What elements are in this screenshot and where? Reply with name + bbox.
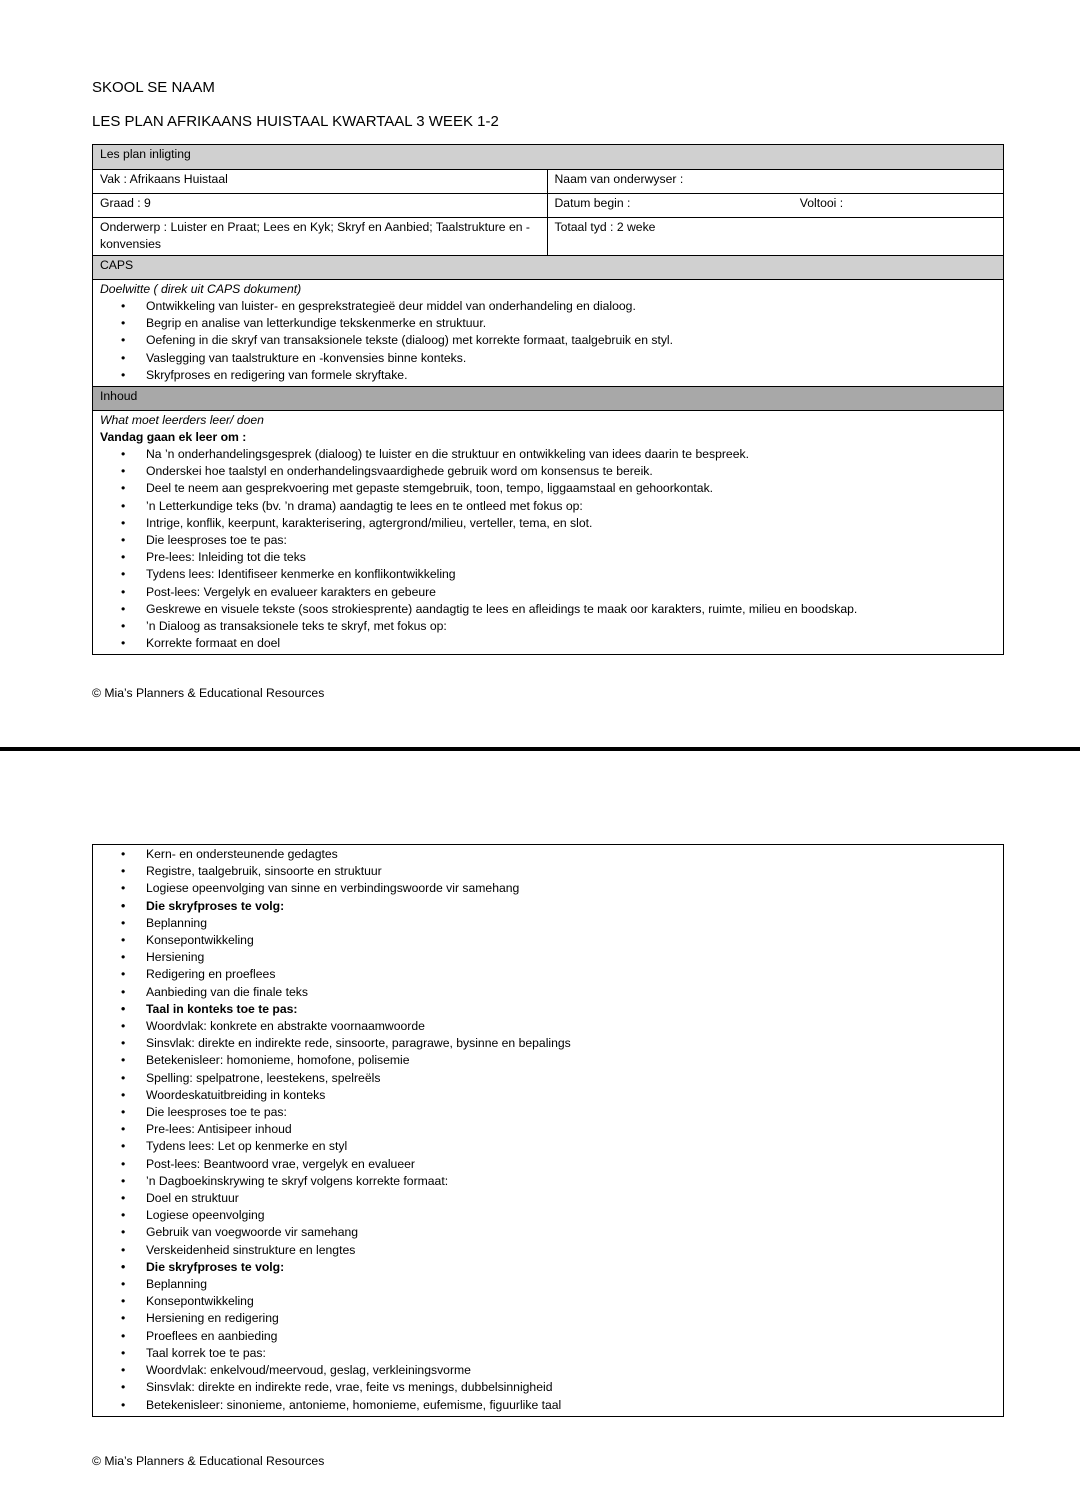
list-item: • Gebruik van voegwoorde vir samehang [100,1224,996,1241]
list-item: • Intrige, konflik, keerpunt, karakterisering, agtergrond/milieu, verteller, tema, en slot. [100,515,996,532]
list-item: • Beplanning [100,915,996,932]
list-item: • ’n Dialoog as transaksionele teks te skryf, met fokus op: [100,618,996,635]
list-item: • Die leesproses toe te pas: [100,1104,996,1121]
list-item: • ’n Letterkundige teks (bv. ’n drama) aandagtig te lees en te ontleed met fokus op: [100,498,996,515]
list-item: • Die skryfproses te volg: [100,1259,996,1276]
list-item: • Vaslegging van taalstrukture en -konvensies binne konteks. [100,350,996,367]
page-1 [0,0,1080,748]
page-title: LES PLAN AFRIKAANS HUISTAAL KWARTAAL 3 WEEK 1-2 [92,113,499,130]
list-item: • Post-lees: Vergelyk en evalueer karakters en gebeure [100,584,996,601]
list-item: • Pre-lees: Antisipeer inhoud [100,1121,996,1138]
objectives-list [100,298,996,384]
list-item: • Geskrewe en visuele tekste (soos strokiesprente) aandagtig te lees en afleidings te maak oor karakters, ruimte, milieu en boodskap. [100,601,996,618]
subject-cell: Onderwerp : Luister en Praat; Lees en Kyk; Skryf en Aanbied; Taalstrukture en -konvensies [93,218,548,256]
footer-copyright: © Mia’s Planners & Educational Resources [92,1454,325,1468]
content-cell [93,411,1004,655]
list-item: • Konsepontwikkeling [100,932,996,949]
list-item: • Spelling: spelpatrone, leestekens, spelreëls [100,1070,996,1087]
list-item: • Kern- en ondersteunende gedagtes [100,846,996,863]
list-item: • Oefening in die skryf van transaksionele tekste (dialoog) met korrekte formaat, taalgebruik en styl. [100,332,996,349]
list-item: • Konsepontwikkeling [100,1293,996,1310]
continued-content-box [92,844,1004,1417]
list-item: • Begrip en analise van letterkundige tekskenmerke en struktuur. [100,315,996,332]
list-item: • Sinsvlak: direkte en indirekte rede, vrae, feite vs menings, dubbelsinnigheid [100,1379,996,1396]
objectives-cell [93,280,1004,387]
list-item: • Hersiening [100,949,996,966]
list-item: • Betekenisleer: sinonieme, antonieme, homonieme, eufemisme, figuurlike taal [100,1397,996,1414]
list-item: • Ontwikkeling van luister- en gesprekstrategieë deur middel van onderhandeling en dialoog. [100,298,996,315]
list-item: • Registre, taalgebruik, sinsoorte en struktuur [100,863,996,880]
list-item: • Tydens lees: Let op kenmerke en styl [100,1138,996,1155]
grade-cell: Graad : 9 [93,194,548,218]
list-item: • Deel te neem aan gesprekvoering met gepaste stemgebruik, toon, tempo, liggaamstaal en gehoorkontak. [100,480,996,497]
footer-copyright: © Mia’s Planners & Educational Resources [92,686,325,700]
dates-cell [547,194,1004,218]
list-item: • Na ’n onderhandelingsgesprek (dialoog) te luister en die struktuur en ontwikkeling van idees daarin te bespreek. [100,446,996,463]
vak-cell: Vak : Afrikaans Huistaal [93,170,548,194]
list-item: • Pre-lees: Inleiding tot die teks [100,549,996,566]
content-label: What moet leerders leer/ doen [100,413,264,428]
today-label: Vandag gaan ek leer om : [100,430,247,445]
list-item: • Onderskei hoe taalstyl en onderhandelingsvaardighede gebruik word om konsensus te bereik. [100,463,996,480]
list-item: • Korrekte formaat en doel [100,635,996,652]
list-item: • Tydens lees: Identifiseer kenmerke en konflikontwikkeling [100,566,996,583]
list-item: • Woordeskatuitbreiding in konteks [100,1087,996,1104]
objectives-label: Doelwitte ( direk uit CAPS dokument) [100,282,302,296]
lesson-plan-table [92,144,1004,655]
list-item: • Woordvlak: enkelvoud/meervoud, geslag, verkleiningsvorme [100,1362,996,1379]
list-item: • Hersiening en redigering [100,1310,996,1327]
list-item: • Taal korrek toe te pas: [100,1345,996,1362]
list-item: • Skryfproses en redigering van formele skryftake. [100,367,996,384]
list-item: • Verskeidenheid sinstrukture en lengtes [100,1242,996,1259]
list-item: • Post-lees: Beantwoord vrae, vergelyk en evalueer [100,1156,996,1173]
continued-list [100,846,996,1414]
school-name: SKOOL SE NAAM [92,79,215,96]
content-header: Inhoud [93,387,1004,411]
page-2 [0,751,1080,1501]
list-item: • Die skryfproses te volg: [100,898,996,915]
list-item: • Redigering en proeflees [100,966,996,983]
list-item: • Betekenisleer: homonieme, homofone, polisemie [100,1052,996,1069]
list-item: • Beplanning [100,1276,996,1293]
list-item: • Proeflees en aanbieding [100,1328,996,1345]
list-item: • Aanbieding van die finale teks [100,984,996,1001]
list-item: • Logiese opeenvolging van sinne en verbindingswoorde vir samehang [100,880,996,897]
list-item: • Logiese opeenvolging [100,1207,996,1224]
list-item: • Die leesproses toe te pas: [100,532,996,549]
caps-header: CAPS [93,256,1004,280]
start-date-label: Datum begin : [554,196,631,210]
list-item: • Doel en struktuur [100,1190,996,1207]
complete-label: Voltooi : [799,196,844,210]
list-item: • ’n Dagboekinskrywing te skryf volgens korrekte formaat: [100,1173,996,1190]
list-item: • Taal in konteks toe te pas: [100,1001,996,1018]
list-item: • Woordvlak: konkrete en abstrakte voornaamwoorde [100,1018,996,1035]
list-item: • Sinsvlak: direkte en indirekte rede, sinsoorte, paragrawe, bysinne en bepalings [100,1035,996,1052]
content-list [100,446,996,652]
total-time-cell: Totaal tyd : 2 weke [547,218,1004,256]
teacher-name-cell: Naam van onderwyser : [547,170,1004,194]
info-header: Les plan inligting [93,145,1004,170]
